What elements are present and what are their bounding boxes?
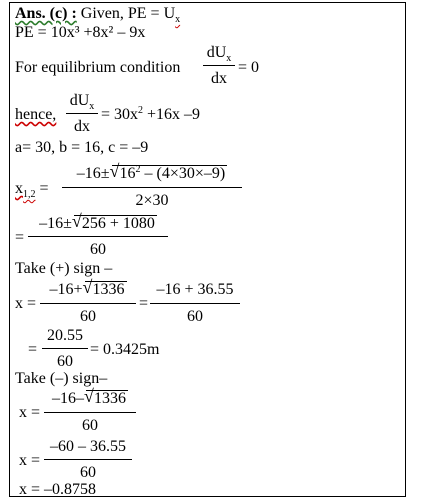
- equilibrium-fraction-numerator: [203, 44, 235, 64]
- quadratic-lhs: [15, 180, 49, 200]
- x-equals: x =: [19, 404, 41, 421]
- fraction-bar: [44, 459, 132, 460]
- equilibrium-fraction-denominator: dx: [211, 70, 227, 87]
- num-prefix: –16–: [52, 390, 84, 407]
- sqrt-radical: √ 256 + 1080: [71, 211, 155, 232]
- given-text: Given, PE = U: [80, 5, 176, 22]
- fraction-bar: [44, 412, 136, 413]
- given-subscript: x: [175, 14, 181, 25]
- minus-denominator-2: 60: [80, 464, 96, 481]
- negative-root-result: x = –0.8758: [19, 481, 97, 498]
- fraction-bar: [66, 113, 98, 114]
- plus-denominator-2: 60: [187, 308, 203, 325]
- answer-label: Ans. (c) :: [15, 5, 77, 22]
- radical-denominator: 60: [90, 241, 106, 258]
- minus-numerator: [44, 386, 136, 408]
- derivative-expression: [101, 106, 200, 126]
- hence-fraction-denominator: dx: [74, 118, 90, 135]
- pe-equation: PE = 10x³ +8x² – 9x: [15, 24, 146, 41]
- result-numerator: 20.55: [47, 327, 83, 344]
- plus-numerator-1: [40, 277, 136, 299]
- derivative-part-a: = 30x: [101, 106, 139, 123]
- fraction-num-text: dU: [69, 92, 90, 109]
- take-plus-sign: Take (+) sign –: [15, 260, 113, 277]
- fraction-num-text: dU: [206, 44, 227, 61]
- plus-numerator-2: –16 + 36.55: [156, 281, 234, 298]
- derivative-exponent: 2: [138, 105, 144, 116]
- fraction-bar: [150, 303, 240, 304]
- quadratic-denominator: 2×30: [135, 192, 169, 209]
- equals-sign: =: [139, 295, 149, 312]
- radical-numerator: [28, 211, 168, 233]
- sqrt-radical: √ $16^2 - (4\times 30\times-9)$: [109, 161, 226, 182]
- x-equals: x =: [15, 295, 37, 312]
- equals-sign: =: [28, 341, 38, 358]
- hence-word: hence,: [15, 106, 57, 123]
- radicand-a: 16: [119, 165, 136, 182]
- plus-denominator-1: 60: [80, 308, 96, 325]
- quadratic-numerator: [62, 161, 242, 184]
- num-prefix: –16±: [39, 215, 72, 232]
- fraction-num-subscript: x: [226, 53, 232, 64]
- radicand-b: – (4×30×–9): [140, 165, 226, 182]
- x-var: x: [15, 180, 23, 197]
- num-prefix: –16+: [49, 281, 83, 298]
- coefficients: a= 30, b = 16, c = –9: [15, 139, 149, 156]
- fraction-bar: [203, 65, 235, 66]
- radicand-exponent: 2: [135, 164, 141, 175]
- radicand: 256 + 1080: [81, 215, 155, 232]
- hence-fraction-numerator: [66, 92, 98, 112]
- x-subscript: 1,2: [23, 189, 36, 200]
- result-denominator: 60: [57, 353, 73, 370]
- derivative-part-b: +16x –9: [143, 106, 201, 123]
- equals-sign: =: [15, 229, 25, 246]
- minus-numerator-2: –60 – 36.55: [50, 438, 126, 455]
- answer-heading: [15, 5, 180, 25]
- x-equals: x =: [19, 452, 41, 469]
- fraction-bar: [28, 236, 168, 237]
- take-minus-sign: Take (–) sign–: [15, 370, 108, 387]
- equilibrium-text: For equilibrium condition: [15, 59, 181, 76]
- fraction-num-subscript: x: [89, 101, 95, 112]
- equals-sign: =: [35, 180, 49, 197]
- sqrt-radical: √ 1336: [82, 277, 125, 298]
- minus-denominator: 60: [82, 417, 98, 434]
- sqrt-radical: √ 1336: [84, 386, 126, 407]
- positive-root-result: = 0.3425m: [90, 341, 160, 358]
- fraction-bar: [40, 303, 136, 304]
- fraction-bar: [62, 187, 242, 188]
- hence-text: [15, 106, 56, 124]
- fraction-bar: [42, 348, 88, 349]
- equilibrium-rhs: = 0: [238, 59, 260, 76]
- num-prefix: –16±: [76, 165, 110, 182]
- radicand: 1336: [94, 390, 126, 407]
- radicand: 1336: [92, 281, 125, 298]
